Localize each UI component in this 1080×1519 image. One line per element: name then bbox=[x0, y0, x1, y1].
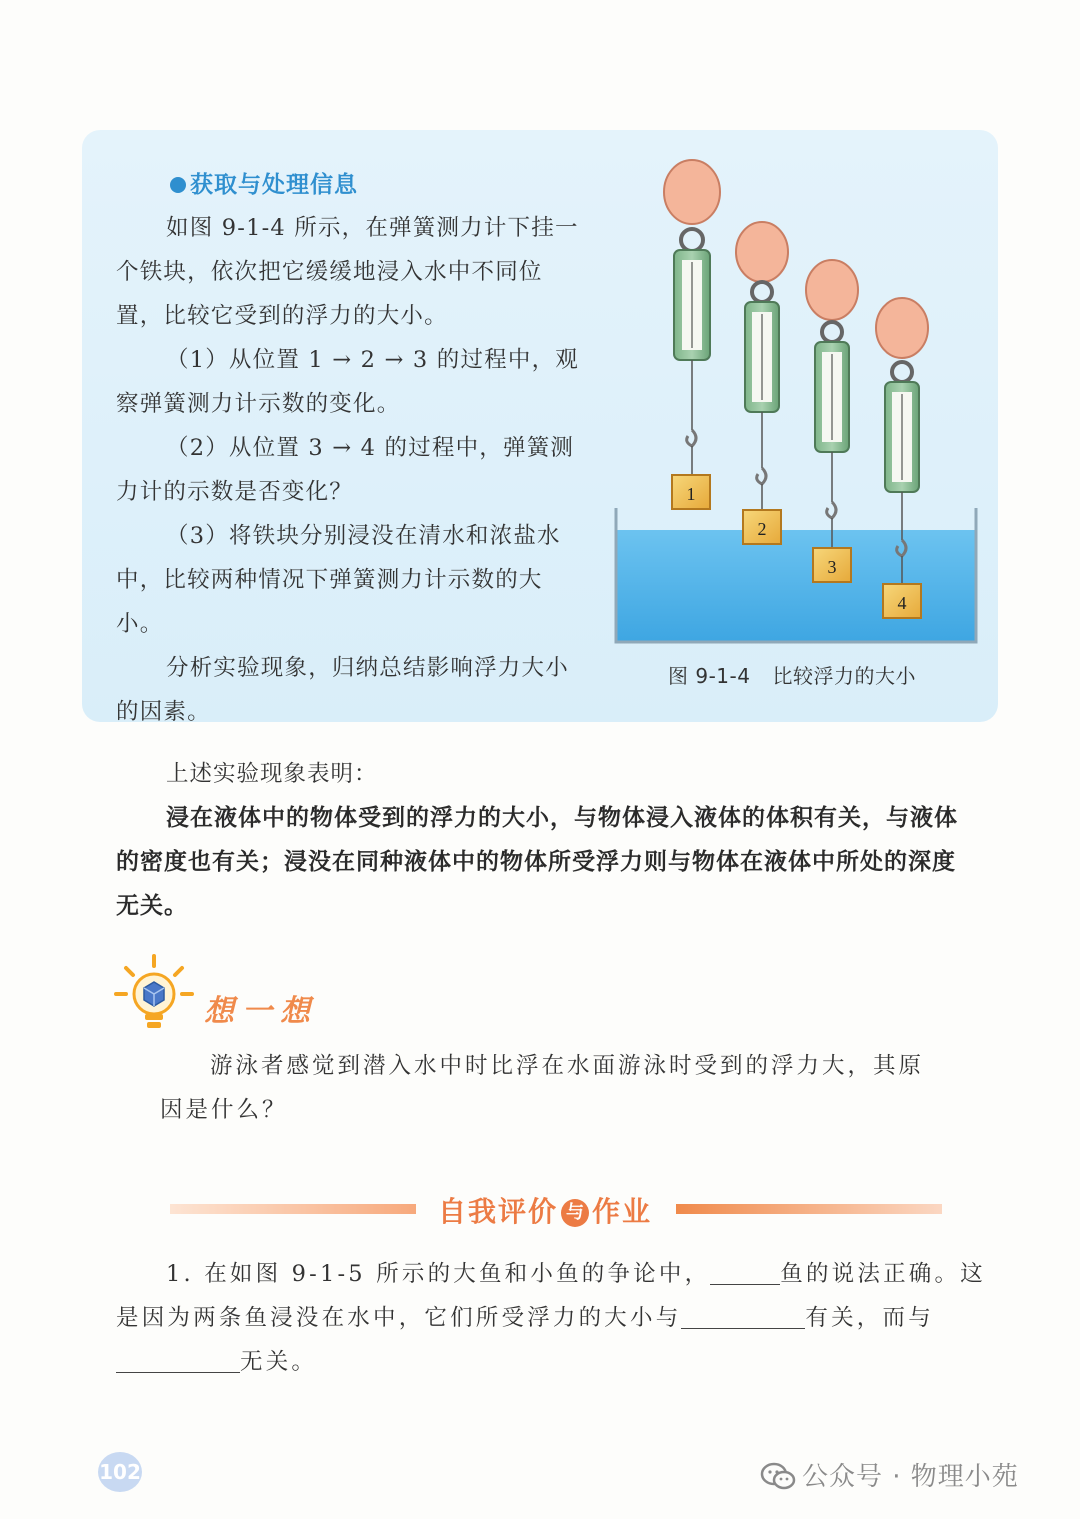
info-text bbox=[116, 206, 588, 734]
hand-icon bbox=[664, 160, 720, 224]
wechat-icon bbox=[760, 1461, 796, 1491]
lightbulb-icon bbox=[112, 952, 196, 1038]
homework-bar-right bbox=[676, 1204, 942, 1214]
think-title: 想一想 bbox=[204, 994, 318, 1029]
block-label-4: 4 bbox=[897, 593, 907, 613]
section-heading-label: 获取与处理信息 bbox=[190, 172, 358, 198]
blank-2[interactable] bbox=[681, 1302, 805, 1329]
figure-caption bbox=[668, 660, 916, 689]
homework-question-1 bbox=[116, 1252, 986, 1384]
spring-scale-2 bbox=[736, 222, 788, 544]
hand-icon bbox=[806, 260, 858, 320]
homework-title-left: 自我评价 bbox=[438, 1195, 559, 1228]
think-text-line-1: 游泳者感觉到潜入水中时比浮在水面游泳时受到的浮力大，其原 bbox=[210, 1053, 925, 1079]
homework-title-right: 作业 bbox=[592, 1195, 653, 1228]
figure-caption-number: 图 9-1-4 bbox=[668, 664, 751, 688]
watermark bbox=[760, 1456, 1019, 1493]
section-heading bbox=[170, 166, 358, 199]
info-question-2: （2）从位置 3 → 4 的过程中，弹簧测力计的示数是否变化？ bbox=[116, 435, 575, 505]
spring-scale-figure bbox=[610, 150, 980, 650]
think-text bbox=[160, 1044, 940, 1132]
question-1-part-4: 无关。 bbox=[240, 1349, 318, 1375]
figure-caption-text: 比较浮力的大小 bbox=[772, 664, 916, 688]
think-text-line-2: 因是什么？ bbox=[160, 1097, 288, 1123]
info-intro: 如图 9-1-4 所示，在弹簧测力计下挂一个铁块，依次把它缓缓地浸入水中不同位置，比较它受到的浮力的大小。 bbox=[116, 215, 579, 329]
blank-3[interactable] bbox=[116, 1346, 240, 1373]
question-1-part-2: 鱼的说法正确。这是因为两条鱼浸没在水中，它们所受浮力的大小与 bbox=[116, 1261, 986, 1331]
info-summary: 分析实验现象，归纳总结影响浮力大小的因素。 bbox=[116, 655, 569, 725]
block-label-2: 2 bbox=[757, 519, 767, 539]
hand-icon bbox=[736, 222, 788, 282]
page-number: 102 bbox=[98, 1452, 142, 1492]
hand-icon bbox=[876, 298, 928, 358]
question-1-part-1: 1. 在如图 9-1-5 所示的大鱼和小鱼的争论中， bbox=[166, 1261, 711, 1287]
conclusion-text bbox=[116, 796, 976, 928]
block-label-3: 3 bbox=[827, 557, 837, 577]
bullet-dot-icon bbox=[170, 177, 186, 193]
blank-1[interactable] bbox=[710, 1258, 780, 1285]
conclusion-lead: 上述实验现象表明： bbox=[166, 761, 378, 787]
conclusion-paragraph: 浸在液体中的物体受到的浮力的大小，与物体浸入液体的体积有关，与液体的密度也有关；浸没在同种液体中的物体所受浮力则与物体在液体中所处的深度无关。 bbox=[116, 804, 958, 919]
homework-title-yu: 与 bbox=[561, 1199, 589, 1227]
info-question-1: （1）从位置 1 → 2 → 3 的过程中，观察弹簧测力计示数的变化。 bbox=[116, 347, 579, 417]
spring-scale-1 bbox=[664, 160, 720, 509]
info-question-3: （3）将铁块分别浸没在清水和浓盐水中，比较两种情况下弹簧测力计示数的大小。 bbox=[116, 523, 561, 637]
watermark-text: 公众号 · 物理小苑 bbox=[802, 1462, 1019, 1492]
homework-bar-left bbox=[170, 1204, 416, 1214]
homework-title bbox=[438, 1190, 652, 1230]
block-label-1: 1 bbox=[686, 484, 696, 504]
question-1-part-3: 有关，而与 bbox=[805, 1305, 934, 1331]
